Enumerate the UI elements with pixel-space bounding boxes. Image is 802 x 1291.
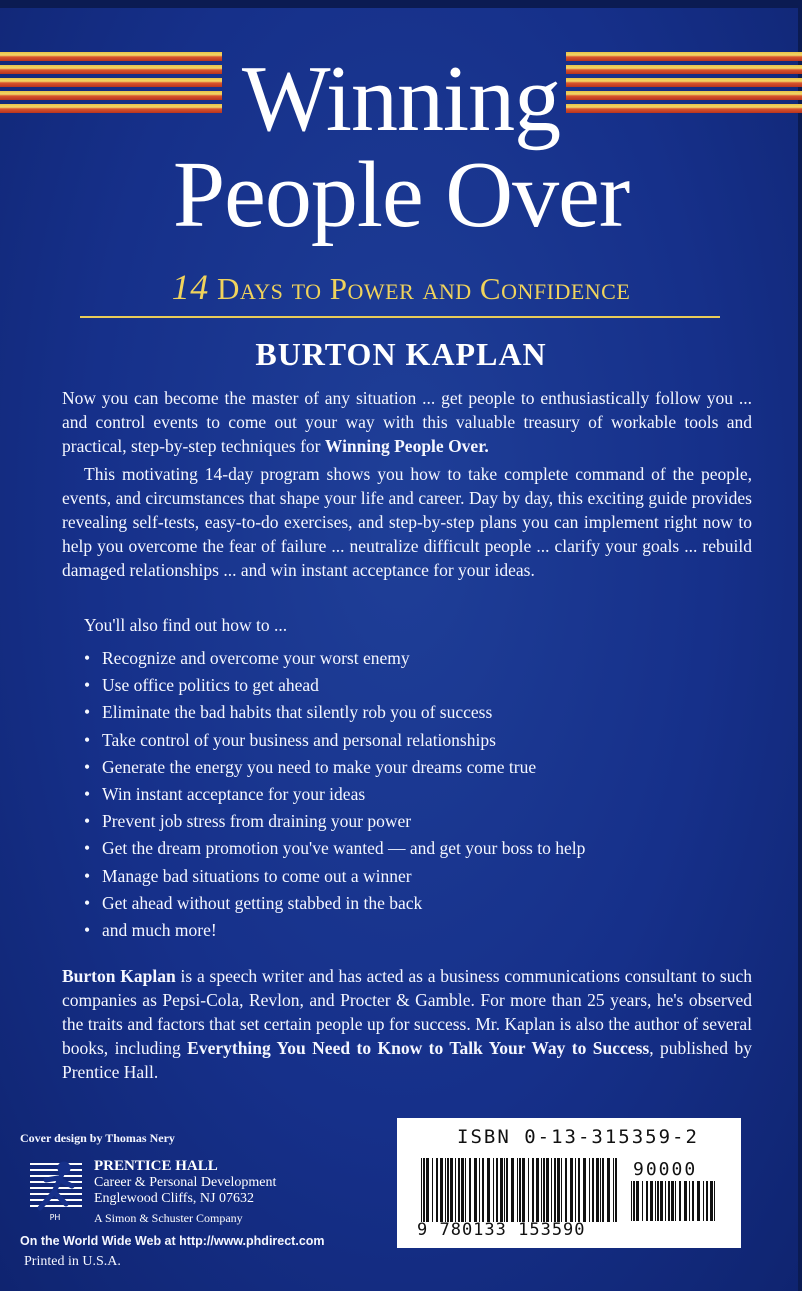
- bullet-icon: •: [84, 838, 91, 859]
- bullet-icon: •: [84, 675, 91, 696]
- list-item: • Win instant acceptance for your ideas: [84, 781, 744, 808]
- printed-in: Printed in U.S.A.: [24, 1254, 121, 1269]
- website-line: On the World Wide Web at http://www.phdirect.com: [20, 1234, 325, 1248]
- list-item: • Take control of your business and personal relationships: [84, 727, 744, 754]
- intro-book-title: Winning People Over.: [324, 436, 489, 456]
- bullet-icon: •: [84, 648, 91, 668]
- barcode-number: 9 780133 153590: [417, 1220, 586, 1240]
- publisher-division: Career & Personal Development: [94, 1175, 277, 1190]
- subtitle-text: Days to Power and Confidence: [216, 271, 631, 306]
- title-line-2: People Over: [172, 143, 630, 247]
- author-name: BURTON KAPLAN: [255, 336, 547, 372]
- bullet-icon: •: [84, 756, 91, 777]
- subtitle-number: 14: [171, 267, 209, 307]
- bullet-icon: •: [84, 811, 91, 832]
- isbn-label: ISBN 0-13-315359-2: [457, 1126, 699, 1148]
- bio-name: Burton Kaplan: [62, 966, 176, 986]
- list-item: • Get the dream promotion you've wanted — and get your boss to help: [84, 835, 744, 862]
- svg-text:PH: PH: [49, 1213, 61, 1222]
- publisher-parent-company: A Simon & Schuster Company: [94, 1211, 243, 1225]
- cover-design-credit: Cover design by Thomas Nery: [20, 1131, 175, 1145]
- list-item: • Get ahead without getting stabbed in the back: [84, 890, 744, 917]
- gold-rule-divider: [80, 316, 720, 318]
- bio-text-2: , published by Prentice Hall.: [62, 1038, 752, 1082]
- bullet-icon: •: [84, 920, 91, 941]
- benefits-list: [84, 645, 744, 944]
- subtitle: [0, 266, 802, 308]
- isbn-barcode-box: [397, 1118, 741, 1248]
- intro-paragraph-1: [62, 386, 752, 458]
- publisher-address: Englewood Cliffs, NJ 07632: [94, 1191, 254, 1206]
- prentice-hall-runner-logo-icon: [24, 1158, 86, 1222]
- publisher-name: PRENTICE HALL: [94, 1158, 218, 1174]
- list-item: • Prevent job stress from draining your power: [84, 808, 744, 835]
- title-line-1: Winning: [241, 47, 561, 151]
- bio-text-1: is a speech writer and has acted as a business communications consultant to such companies as Pepsi-Cola, Revlon, and Procter & Gamble. For more than 25 years, he's observed the traits and factors that set certain people up for success. Mr. Kaplan is also the author of several books, including: [62, 966, 752, 1058]
- author-bio: [62, 964, 752, 1084]
- list-item: • Eliminate the bad habits that silently rob you of success: [84, 699, 744, 726]
- list-item: • and much more!: [84, 917, 744, 944]
- bullets-lead-in: You'll also find out how to ...: [84, 615, 288, 635]
- price-code: 90000: [633, 1159, 698, 1180]
- list-item: • Use office politics to get ahead: [84, 672, 744, 699]
- list-item: • Manage bad situations to come out a winner: [84, 863, 744, 890]
- bullet-icon: •: [84, 865, 91, 886]
- top-edge: [0, 0, 802, 8]
- bullet-icon: •: [84, 702, 91, 723]
- price-barcode-icon: [631, 1181, 721, 1221]
- bullet-icon: •: [84, 892, 91, 913]
- bullet-icon: •: [84, 784, 91, 805]
- intro-paragraph-2: This motivating 14-day program shows you how to take complete command of the people, events, and circumstances that shape your life and career. Day by day, this exciting guide provides revealing self-tests, easy-to-do exercises, and step-by-step plans you can implement right now to help you overcome the fear of failure ... neutralize difficult people ... clarify your goals ... rebuild damaged relationships ... and win instant acceptance for your ideas.: [62, 464, 752, 580]
- list-item: • Recognize and overcome your worst enemy: [84, 645, 744, 672]
- list-item: • Generate the energy you need to make your dreams come true: [84, 754, 744, 781]
- intro-text: Now you can become the master of any situation ... get people to enthusiastically follow you ... and control events to come out your way with this valuable treasury of workable tools and practical, step-by-step techniques for: [62, 388, 752, 456]
- barcode-icon: [421, 1158, 621, 1222]
- bio-book-title: Everything You Need to Know to Talk Your Way to Success: [187, 1038, 650, 1058]
- bullet-icon: •: [84, 729, 91, 750]
